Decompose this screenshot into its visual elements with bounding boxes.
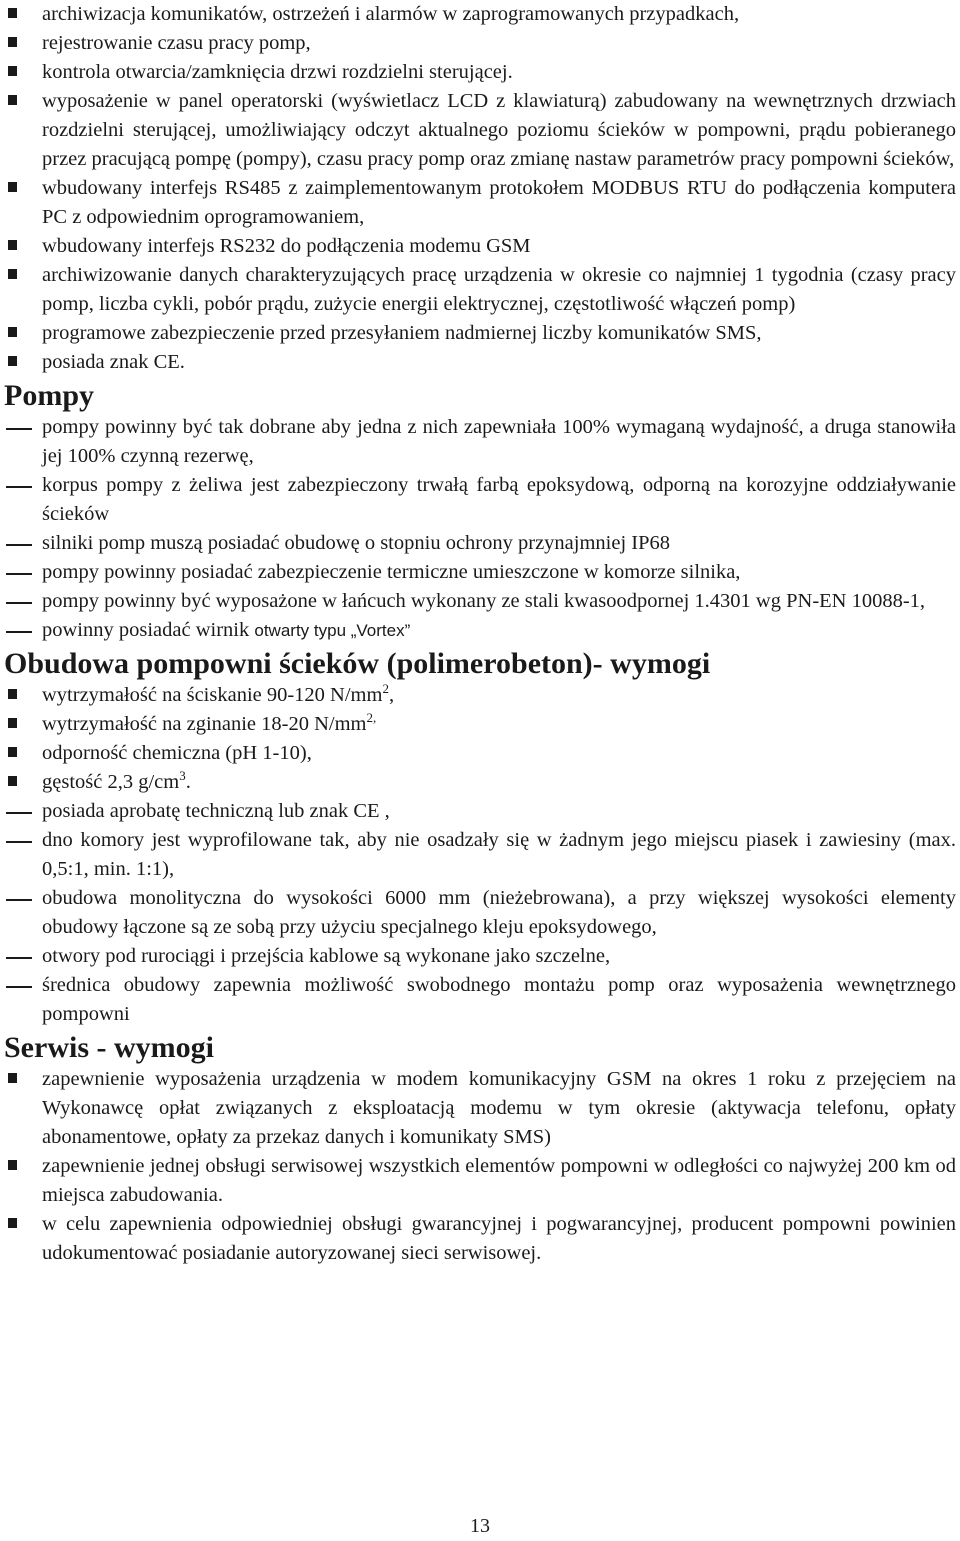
dash-bullet-icon xyxy=(6,899,32,901)
list-item: posiada znak CE. xyxy=(6,348,956,377)
intro-list xyxy=(6,0,956,377)
pompy-list xyxy=(6,413,956,645)
list-item: wbudowany interfejs RS485 z zaimplementowanym protokołem MODBUS RTU do podłączenia komputera PC z odpowiednim oprogramowaniem, xyxy=(6,174,956,232)
list-item: pompy powinny posiadać zabezpieczenie termiczne umieszczone w komorze silnika, xyxy=(6,558,956,587)
page-number: 13 xyxy=(470,1515,490,1537)
square-bullet-icon xyxy=(8,240,17,250)
list-item: w celu zapewnienia odpowiedniej obsługi gwarancyjnej i pogwarancyjnej, producent pompowni powinien udokumentować posiadanie autoryzowanej sieci serwisowej. xyxy=(6,1210,956,1268)
list-item: wytrzymałość na zginanie 18-20 $N/mm^{2,}$ xyxy=(6,710,956,739)
square-bullet-icon xyxy=(8,1218,17,1228)
dash-bullet-icon xyxy=(6,841,32,843)
section-heading-pompy: Pompy xyxy=(4,379,94,412)
square-bullet-icon xyxy=(8,327,17,337)
dash-bullet-icon xyxy=(6,986,32,988)
list-item: zapewnienie wyposażenia urządzenia w modem komunikacyjny GSM na okres 1 roku z przejęciem na Wykonawcę opłat związanych z eksploatacją modemu w tym okresie (aktywacja telefonu, opłaty abonamentowe, opłaty za przekaz danych i komunikaty SMS) xyxy=(6,1065,956,1152)
section-heading-obudowa: Obudowa pompowni ścieków (polimerobeton)- wymogi xyxy=(4,647,711,680)
list-item: programowe zabezpieczenie przed przesyłaniem nadmiernej liczby komunikatów SMS, xyxy=(6,319,956,348)
square-bullet-icon xyxy=(8,776,17,786)
dash-bullet-icon xyxy=(6,602,32,604)
serwis-list xyxy=(6,1065,956,1268)
list-item: rejestrowanie czasu pracy pomp, xyxy=(6,29,956,58)
square-bullet-icon xyxy=(8,66,17,76)
dash-bullet-icon xyxy=(6,812,32,814)
list-item: średnica obudowy zapewnia możliwość swobodnego montażu pomp oraz wyposażenia wewnętrznego pompowni xyxy=(6,971,956,1029)
dash-bullet-icon xyxy=(6,573,32,575)
list-item: silniki pomp muszą posiadać obudowę o stopniu ochrony przynajmniej IP68 xyxy=(6,529,956,558)
square-bullet-icon xyxy=(8,1073,17,1083)
list-item: pompy powinny być wyposażone w łańcuch wykonany ze stali kwasoodpornej 1.4301 wg PN-EN 10088-1, xyxy=(6,587,956,616)
list-item: archiwizowanie danych charakteryzujących pracę urządzenia w okresie co najmniej 1 tygodnia (czasy pracy pomp, liczba cykli, pobór prądu, zużycie energii elektrycznej, częstotliwość włączeń pomp) xyxy=(6,261,956,319)
list-item: archiwizacja komunikatów, ostrzeżeń i alarmów w zaprogramowanych przypadkach, xyxy=(6,0,956,29)
list-item: gęstość 2,3 $g/cm^3$. xyxy=(6,768,956,797)
square-bullet-icon xyxy=(8,182,17,192)
list-item: odporność chemiczna (pH 1-10), xyxy=(6,739,956,768)
square-bullet-icon xyxy=(8,269,17,279)
list-item: posiada aprobatę techniczną lub znak CE , xyxy=(6,797,956,826)
list-item: pompy powinny być tak dobrane aby jedna z nich zapewniała 100% wymaganą wydajność, a druga stanowiła jej 100% czynną rezerwę, xyxy=(6,413,956,471)
square-bullet-icon xyxy=(8,747,17,757)
square-bullet-icon xyxy=(8,37,17,47)
dash-bullet-icon xyxy=(6,544,32,546)
dash-bullet-icon xyxy=(6,428,32,430)
dash-bullet-icon xyxy=(6,486,32,488)
list-item: obudowa monolityczna do wysokości 6000 mm (nieżebrowana), a przy większej wysokości elementy obudowy łączone są ze sobą przy użyciu specjalnego kleju epoksydowego, xyxy=(6,884,956,942)
list-item: wytrzymałość na ściskanie 90-120 $N/mm^2$, xyxy=(6,681,956,710)
square-bullet-icon xyxy=(8,1160,17,1170)
list-item: zapewnienie jednej obsługi serwisowej wszystkich elementów pompowni w odległości co najwyżej 200 km od miejsca zabudowania. xyxy=(6,1152,956,1210)
list-item: dno komory jest wyprofilowane tak, aby nie osadzały się w żadnym jego miejscu piasek i zawiesiny (max. 0,5:1, min. 1:1), xyxy=(6,826,956,884)
list-item: kontrola otwarcia/zamknięcia drzwi rozdzielni sterującej. xyxy=(6,58,956,87)
list-item: korpus pompy z żeliwa jest zabezpieczony trwałą farbą epoksydową, odporną na korozyjne oddziaływanie ścieków xyxy=(6,471,956,529)
list-item: wbudowany interfejs RS232 do podłączenia modemu GSM xyxy=(6,232,956,261)
section-heading-serwis: Serwis - wymogi xyxy=(4,1031,214,1064)
square-bullet-icon xyxy=(8,718,17,728)
list-item: powinny posiadać wirnik otwarty typu „Vortex” xyxy=(6,616,956,645)
dash-bullet-icon xyxy=(6,957,32,959)
obudowa-list xyxy=(6,681,956,1029)
square-bullet-icon xyxy=(8,356,17,366)
square-bullet-icon xyxy=(8,689,17,699)
square-bullet-icon xyxy=(8,8,17,18)
list-item: wyposażenie w panel operatorski (wyświetlacz LCD z klawiaturą) zabudowany na wewnętrznych drzwiach rozdzielni sterującej, umożliwiający odczyt aktualnego poziomu ścieków w pompowni, prądu pobieranego przez pracującą pompę (pompy), czasu pracy pomp oraz zmianę nastaw parametrów pracy pompowni ścieków, xyxy=(6,87,956,174)
square-bullet-icon xyxy=(8,95,17,105)
list-item: otwory pod rurociągi i przejścia kablowe są wykonane jako szczelne, xyxy=(6,942,956,971)
dash-bullet-icon xyxy=(6,631,32,633)
